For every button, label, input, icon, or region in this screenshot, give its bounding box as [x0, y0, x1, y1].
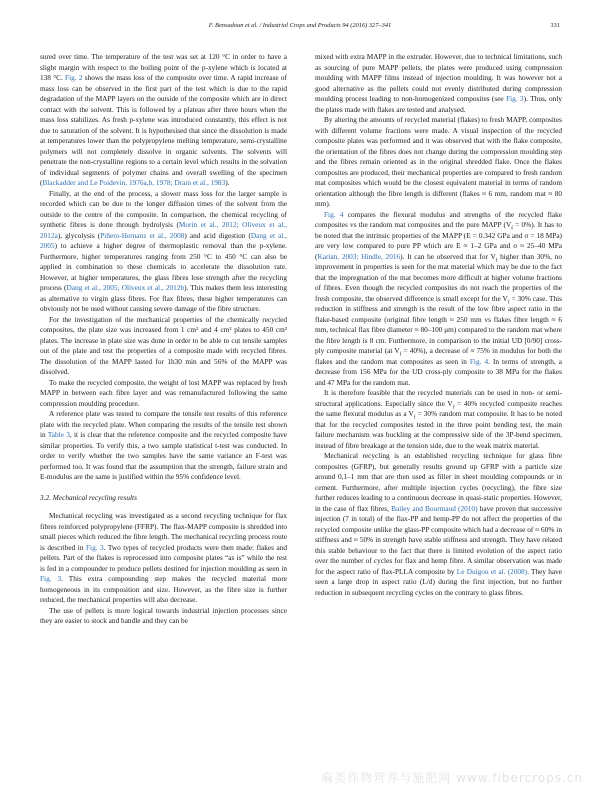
watermark: 麻类作物营养与施肥网 www.fibercrops.cn: [321, 771, 583, 785]
paragraph: mixed with extra MAPP in the extruder. However, due to technical limitations, such as sourcing of pure MAPP pellets, the plates were produced using compression moulding with MAPP films instead of injection moulding. It was however not a good alternative as the pellets could not evenly distributed during compression moulding process leading to non-homogenized composites (see Fig. 3). Thus, only the plates made with flakes are tested and analysed.: [315, 52, 562, 114]
paragraph: Fig. 4 compares the flexural modulus and strengths of the recycled flake composites vs the random mat composites and the pure MAPP $(V_f = 0\%)$. It has to be noted that the intrinsic properties of the MAPP (E = 0.342 GPa and σ = 18 MPa) are very low compared to pure PP which are E ≈ 1–2 GPa and σ ≈ 25–40 MPa (Karian, 2003; Hindle, 2016). It can be observed that for $V_f$ higher than 30%, no improvement in properties is seen for the mat material which may be due to the fact that the impregnation of the mat becomes more difficult at higher volume fractions of fibres. Even though the recycled composites do not reach the properties of the fresh composite, the observed difference is small except for the $V_f = 30\%$ case. This reduction in stiffness and strength is the result of the low fibre aspect ratio in the flake-based composite (original fibre length ≈ 250 mm vs flakes fibre length ≈ 6 mm, technical flax fibre diameter ≈ 80–100 μm) compared to the random mat where the fibre length is 8 cm. Furthermore, in comparison to the initial UD [0/90] cross-ply composite material (at $V_f = 40\%$), a decrease of ≈ 75% in modulus for both the flakes and the random mat composites as seen in Fig. 4. In terms of strength, a decrease from 156 MPa for the UD cross-ply composite to 38 MPa for the flakes and 47 MPa for the random mat.: [315, 209, 563, 387]
citation-link[interactable]: Dang et al., 2005; Oliveux et al., 2012b: [66, 283, 185, 292]
paragraph: By altering the amounts of recycled material (flakes) to fresh MAPP, composites with different volume fractions were made. A visual inspection of the recycled composite plates was performed and it was observed that with the flake composite, the orientation of the fibres does not change during the compression moulding step and the fibres remain oriented as in the original shredded flake. Once the flakes composites are produced, their mechanical properties are compared to fresh random mat composites which would be the closest equivalent material in terms of random orientation although the fibre length is different (flakes ≈ 6 mm, random mat ≈ 80 mm).: [315, 115, 562, 208]
subscript: f: [495, 257, 498, 263]
citation-link[interactable]: Blackadder and Le Poidevin, 1976a,b, 1978; Drain et al., 1983: [42, 178, 226, 187]
right-column: [315, 52, 562, 598]
citation-link[interactable]: Bailey and Bourmaud (2010): [391, 503, 478, 513]
paragraph: Mechanical recycling is an established recycling technique for glass fibre composites (GFRP), but generally results ground up GFRP with a particle size around 0,1–1 mm that are then used as filler in sheet moulding compounds or in cement. Furthermore, after multiple injection cycles (recycling), the fibre size further reduces leading to a continuous decrease in quasi-static properties. However, in the case of flax fibres, Bailey and Bourmaud (2010) have proven that successive injection (7 in total) of the flax-PP and hemp-PP do not affect the properties of the recycled composite unlike the glass-PP composite which had a decrease of ≈ 60% in stiffness and ≈ 50% in strength have stable stiffness and strength. They have related this stable behaviour to the fact that there is limited evolution of the aspect ratio over the number of cycles for flax and hemp fibre. A similar observation was made for the aspect ratio of flax-PLLA composite by Le Duigou et al. (2008). They have seen a large drop in aspect ratio (L/d) during the first injection, but no further reduction in subsequent recycling cycles on the contrary to glass fibres.: [315, 451, 563, 597]
running-header: [40, 22, 560, 34]
paragraph: It is therefore feasible that the recycled materials can be used in non- or semi-structural applications. Especially since the $V_f = 40\%$ recycled composite reaches the same flexural modulus as a $V_f = 30\%$ random mat composite. It has to be noted that for the recycled composites tested in the three point bending test, the main failure mechanism was buckling at the compressive side of the 3P-bend specimen, instead of fibre breakage at the tension side, due to the weak matrix material.: [315, 388, 562, 450]
page-number: 331: [550, 22, 560, 29]
paragraph: A reference plate was tested to compare the tensile test results of this reference plate with the recycled plate. When comparing the results of the tensile test shown in Table 3, it is clear that the reference composite and the recycled composite have similar properties. To verify this, a two sample statistical t-test was conducted. In order to verify whether the two samples have the same variance an F-test was performed too. It was found that the assumption that the strength, failure strain and E-modulus are the same is justified within the 95% confidence level.: [40, 409, 288, 481]
citation-link[interactable]: Fig. 3: [40, 574, 62, 583]
running-title: F. Bensadoun et al. / Industrial Crops and Products 94 (2016) 327–341: [208, 22, 392, 29]
subscript: f: [413, 415, 416, 421]
paragraph: sured over time. The temperature of the test was set at 120 °C in order to have a slight margin with respect to the boiling point of the p-xylene which is located at 138 °C. Fig. 2 shows the mass loss of the composite over time. A rapid increase of mass loss can be observed in the first part of the test which is due to the rapid degradation of the MAPP layers on the outside of the composite which are in direct contact with the solvent. This is followed by a plateau after three hours when the mass loss stabilizes. As fresh p-xylene was introduced constantly, this effect is not due to saturation of the solvent. It is hypothesised that since the dissolution is made at temperatures lower than the polypropylene melting temperature, semi-crystalline polymers will not completely dissolve in organic solvents. The solvents will penetrate the non-crystalline regions to a certain level which results in the solvation of individual segments of polymer chains and overall swelling of the specimen (Blackadder and Le Poidevin, 1976a,b, 1978; Drain et al., 1983).: [40, 52, 287, 187]
left-column: [40, 52, 287, 627]
citation-link[interactable]: Fig. 4: [469, 356, 489, 366]
section-heading: 3.2. Mechanical recycling results: [40, 492, 137, 502]
subscript: f: [452, 404, 455, 410]
citation-link[interactable]: Table 3: [47, 430, 70, 439]
citation-link[interactable]: Fig. 2: [65, 73, 83, 82]
subscript: f: [399, 352, 402, 358]
subscript: f: [511, 226, 513, 232]
paragraph: Finally, at the end of the process, a slower mass loss for the larger sample is recorded which can be due to the longer diffusion times of the solvent from the outside to the centre of the composite. In comparison, the chemical recycling of synthetic fibres is done through hydrolysis (Morin et al., 2012; Oliveux et al., 2012a), glycolysis (Piñero-Hernanz et al., 2008) and acid digestion (Dang et al., 2005) to achieve a higher degree of thermoplastic removal than the p-xylene. Furthermore, higher temperatures ranging from 250 °C to 450 °C can also be applied in combination to these chemicals to accelerate the dissolution rate. However, at higher temperatures, the glass fibres lose strength after the recycling process (Dang et al., 2005; Oliveux et al., 2012b). This makes them less interesting as alternative to virgin glass fibres. For flax fibres, these higher temperatures can obviously not be used without causing severe damage of the fibre structure.: [40, 188, 288, 313]
paragraph: For the investigation of the mechanical properties of the chemically recycled composites, the plate size was increased from 1 cm² and 4 cm² plates to 450 cm² plates. The increase in plate size was done in order to be able to cut tensile samples out of the plate and test the properties of a composite made with recycled fibres. The dissolution of the MAPP lasted for 1h30 min and 56% of the MAPP was dissolved.: [40, 314, 287, 376]
citation-link[interactable]: Fig. 4: [324, 209, 344, 219]
citation-link[interactable]: Fig. 3: [85, 542, 104, 552]
citation-link[interactable]: Piñero-Hernanz et al., 2008: [100, 230, 185, 240]
paragraph: The use of pellets is more logical towards industrial injection processes since they are easier to stock and handle and they can be: [40, 605, 287, 625]
citation-link[interactable]: Le Duigou et al. (2008): [456, 566, 528, 576]
citation-link[interactable]: Morin et al., 2012; Oliveux et al., 2012a: [40, 220, 287, 240]
citation-link[interactable]: Karian, 2003; Hindle, 2016: [317, 251, 401, 261]
subscript: f: [507, 299, 510, 305]
paragraph: Mechanical recycling was investigated as a second recycling technique for flax fibres reinforced polypropylene (FFRP). The flax-MAPP composite is shredded into small pieces which reduced the fibre length. The mechanical recycling process route is described in Fig. 3. Two types of recycled products were then made: flakes and pellets. Part of the flakes is reprocessed into composite plates “as is” while the rest is fed in a compounder to produce pellets destined for injection moulding as seen in Fig. 3. This extra compounding step makes the recycled material more homogeneous in its composition and size. However, as the fibre size is further reduced, the mechanical properties will also decrease.: [40, 511, 287, 604]
paragraph: To make the recycled composite, the weight of lost MAPP was replaced by fresh MAPP in between each fibre layer and was remanufactured following the same compression moulding procedure.: [40, 377, 287, 408]
citation-link[interactable]: Fig. 3: [506, 94, 524, 103]
citation-link[interactable]: Dang et al., 2005: [40, 230, 287, 250]
